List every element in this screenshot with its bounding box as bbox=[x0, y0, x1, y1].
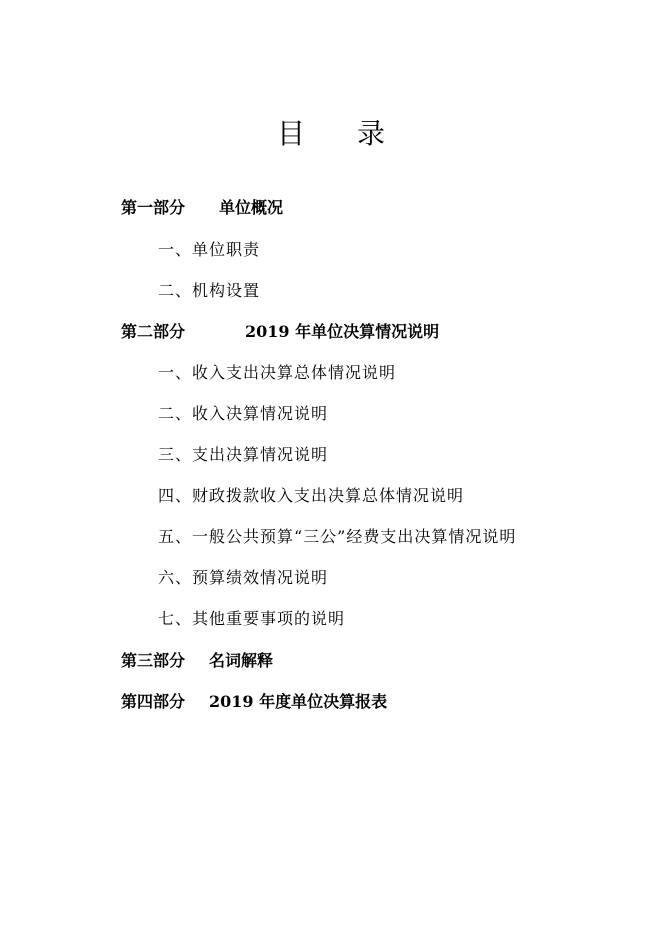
toc-part-title: 名词解释 bbox=[209, 651, 274, 670]
toc-part-4 bbox=[121, 689, 387, 715]
toc-part-2 bbox=[121, 319, 439, 345]
toc-part-3 bbox=[121, 648, 273, 674]
toc-part-1 bbox=[121, 195, 283, 221]
toc-part-title: 2019 年单位决算情况说明 bbox=[245, 322, 440, 341]
toc-part-label: 第四部分 bbox=[121, 692, 186, 711]
page-title-char-1: 目 bbox=[276, 117, 305, 150]
toc-item: 二、收入决算情况说明 bbox=[158, 404, 329, 423]
toc-item: 六、预算绩效情况说明 bbox=[158, 568, 329, 587]
toc-item: 二、机构设置 bbox=[158, 281, 261, 300]
toc-item: 四、财政拨款收入支出决算总体情况说明 bbox=[158, 486, 465, 505]
toc-item: 五、一般公共预算“三公”经费支出决算情况说明 bbox=[158, 527, 517, 546]
toc-item: 一、收入支出决算总体情况说明 bbox=[158, 363, 397, 382]
page-title-char-2: 录 bbox=[357, 117, 386, 150]
toc-part-label: 第一部分 bbox=[121, 198, 186, 217]
toc-part-label: 第二部分 bbox=[121, 322, 186, 341]
toc-part-title: 单位概况 bbox=[219, 198, 284, 217]
toc-item: 七、其他重要事项的说明 bbox=[158, 609, 346, 628]
toc-item: 一、单位职责 bbox=[158, 240, 261, 259]
toc-part-label: 第三部分 bbox=[121, 651, 186, 670]
toc-item: 三、支出决算情况说明 bbox=[158, 445, 329, 464]
toc-part-title: 2019 年度单位决算报表 bbox=[209, 692, 388, 711]
